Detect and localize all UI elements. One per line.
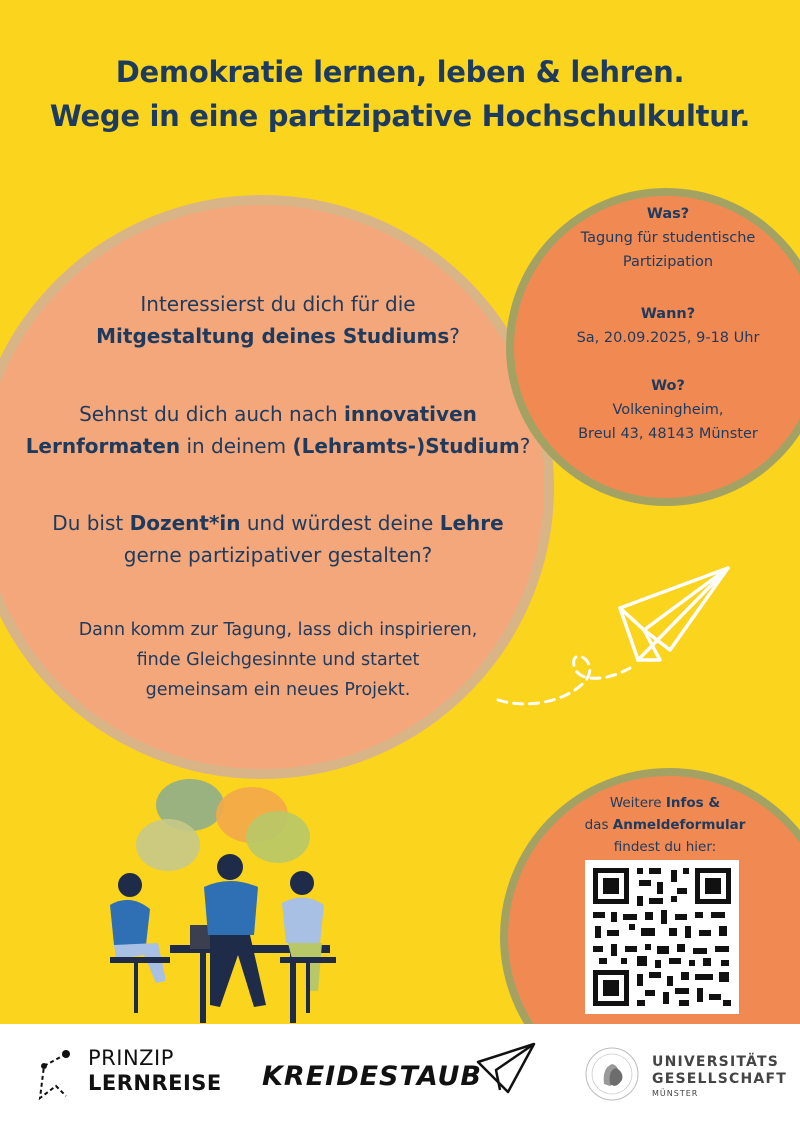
question-1-end: ? <box>449 324 460 348</box>
was-line-2: Partizipation <box>622 254 714 270</box>
page-title <box>0 50 800 138</box>
question-2-line-1 <box>0 398 556 430</box>
question-2 <box>0 398 556 462</box>
call-to-action <box>0 615 556 705</box>
registration-line-2-bold: Anmeldeformular <box>612 817 746 833</box>
university-text-line-1: UNIVERSITÄTS <box>652 1054 780 1070</box>
was-label: Was? <box>646 206 690 222</box>
wann-value: Sa, 20.09.2025, 9-18 Uhr <box>576 330 760 346</box>
wo-label: Wo? <box>651 378 685 394</box>
question-3 <box>0 507 556 571</box>
question-2-bold-2: Lernformaten <box>25 434 181 458</box>
question-2-start: Sehnst du dich auch nach <box>79 402 345 426</box>
cta-line-1: Dann komm zur Tagung, lass dich inspirieren, <box>78 620 478 640</box>
kreidestaub-logo-text: KREIDESTAUB <box>262 1061 483 1092</box>
question-2-line-2 <box>0 430 556 462</box>
title-line-1: Demokratie lernen, leben & lehren. <box>115 55 685 89</box>
title-line-2: Wege in eine partizipative Hochschulkultur. <box>49 99 751 133</box>
was-line-1: Tagung für studentische <box>580 230 756 246</box>
question-2-bold-1: innovativen <box>344 402 477 426</box>
prinzip-text: PRINZIP <box>88 1046 174 1070</box>
registration-line-2 <box>520 814 800 836</box>
wann-label: Wann? <box>640 306 696 322</box>
university-text-line-2: GESELLSCHAFT <box>652 1071 787 1087</box>
university-text-line-3: MÜNSTER <box>652 1089 699 1098</box>
question-2-end: ? <box>519 434 531 458</box>
question-2-bold-3: (Lehramts-)Studium <box>292 434 520 458</box>
cta-line-2: finde Gleichgesinnte und startet <box>136 650 420 670</box>
question-1-bold: Mitgestaltung deines Studiums <box>96 324 450 348</box>
wo-line-2: Breul 43, 48143 Münster <box>578 426 758 442</box>
kreidestaub-plane-icon <box>474 1040 538 1096</box>
question-3-start: Du bist <box>52 511 130 535</box>
people-illustration <box>70 775 390 1035</box>
paper-plane-icon <box>490 560 740 720</box>
cta-line-3: gemeinsam ein neues Projekt. <box>145 680 411 700</box>
question-2-mid: in deinem <box>180 434 293 458</box>
info-wann <box>518 302 800 350</box>
info-wo <box>518 374 800 446</box>
question-1 <box>0 288 556 352</box>
question-3-bold-2: Lehre <box>439 511 504 535</box>
registration-line-1 <box>520 792 800 814</box>
question-3-bold-1: Dozent*in <box>129 511 241 535</box>
lernreise-text: LERNREISE <box>88 1071 222 1095</box>
registration-line-1-bold: Infos & <box>665 795 721 811</box>
registration-text <box>520 792 800 858</box>
question-3-line-2: gerne partizipativer gestalten? <box>123 543 433 567</box>
question-1-line-2 <box>0 320 556 352</box>
registration-line-3: findest du hier: <box>613 839 717 855</box>
info-was <box>518 202 800 274</box>
question-3-line-1 <box>0 507 556 539</box>
registration-line-2-start: das <box>584 817 613 833</box>
university-seal <box>584 1046 640 1102</box>
registration-line-1-start: Weitere <box>609 795 666 811</box>
question-1-line-1: Interessierst du dich für die <box>140 292 416 316</box>
question-3-mid: und würdest deine <box>240 511 440 535</box>
qr-code[interactable] <box>585 860 739 1014</box>
wo-line-1: Volkeningheim, <box>612 402 724 418</box>
